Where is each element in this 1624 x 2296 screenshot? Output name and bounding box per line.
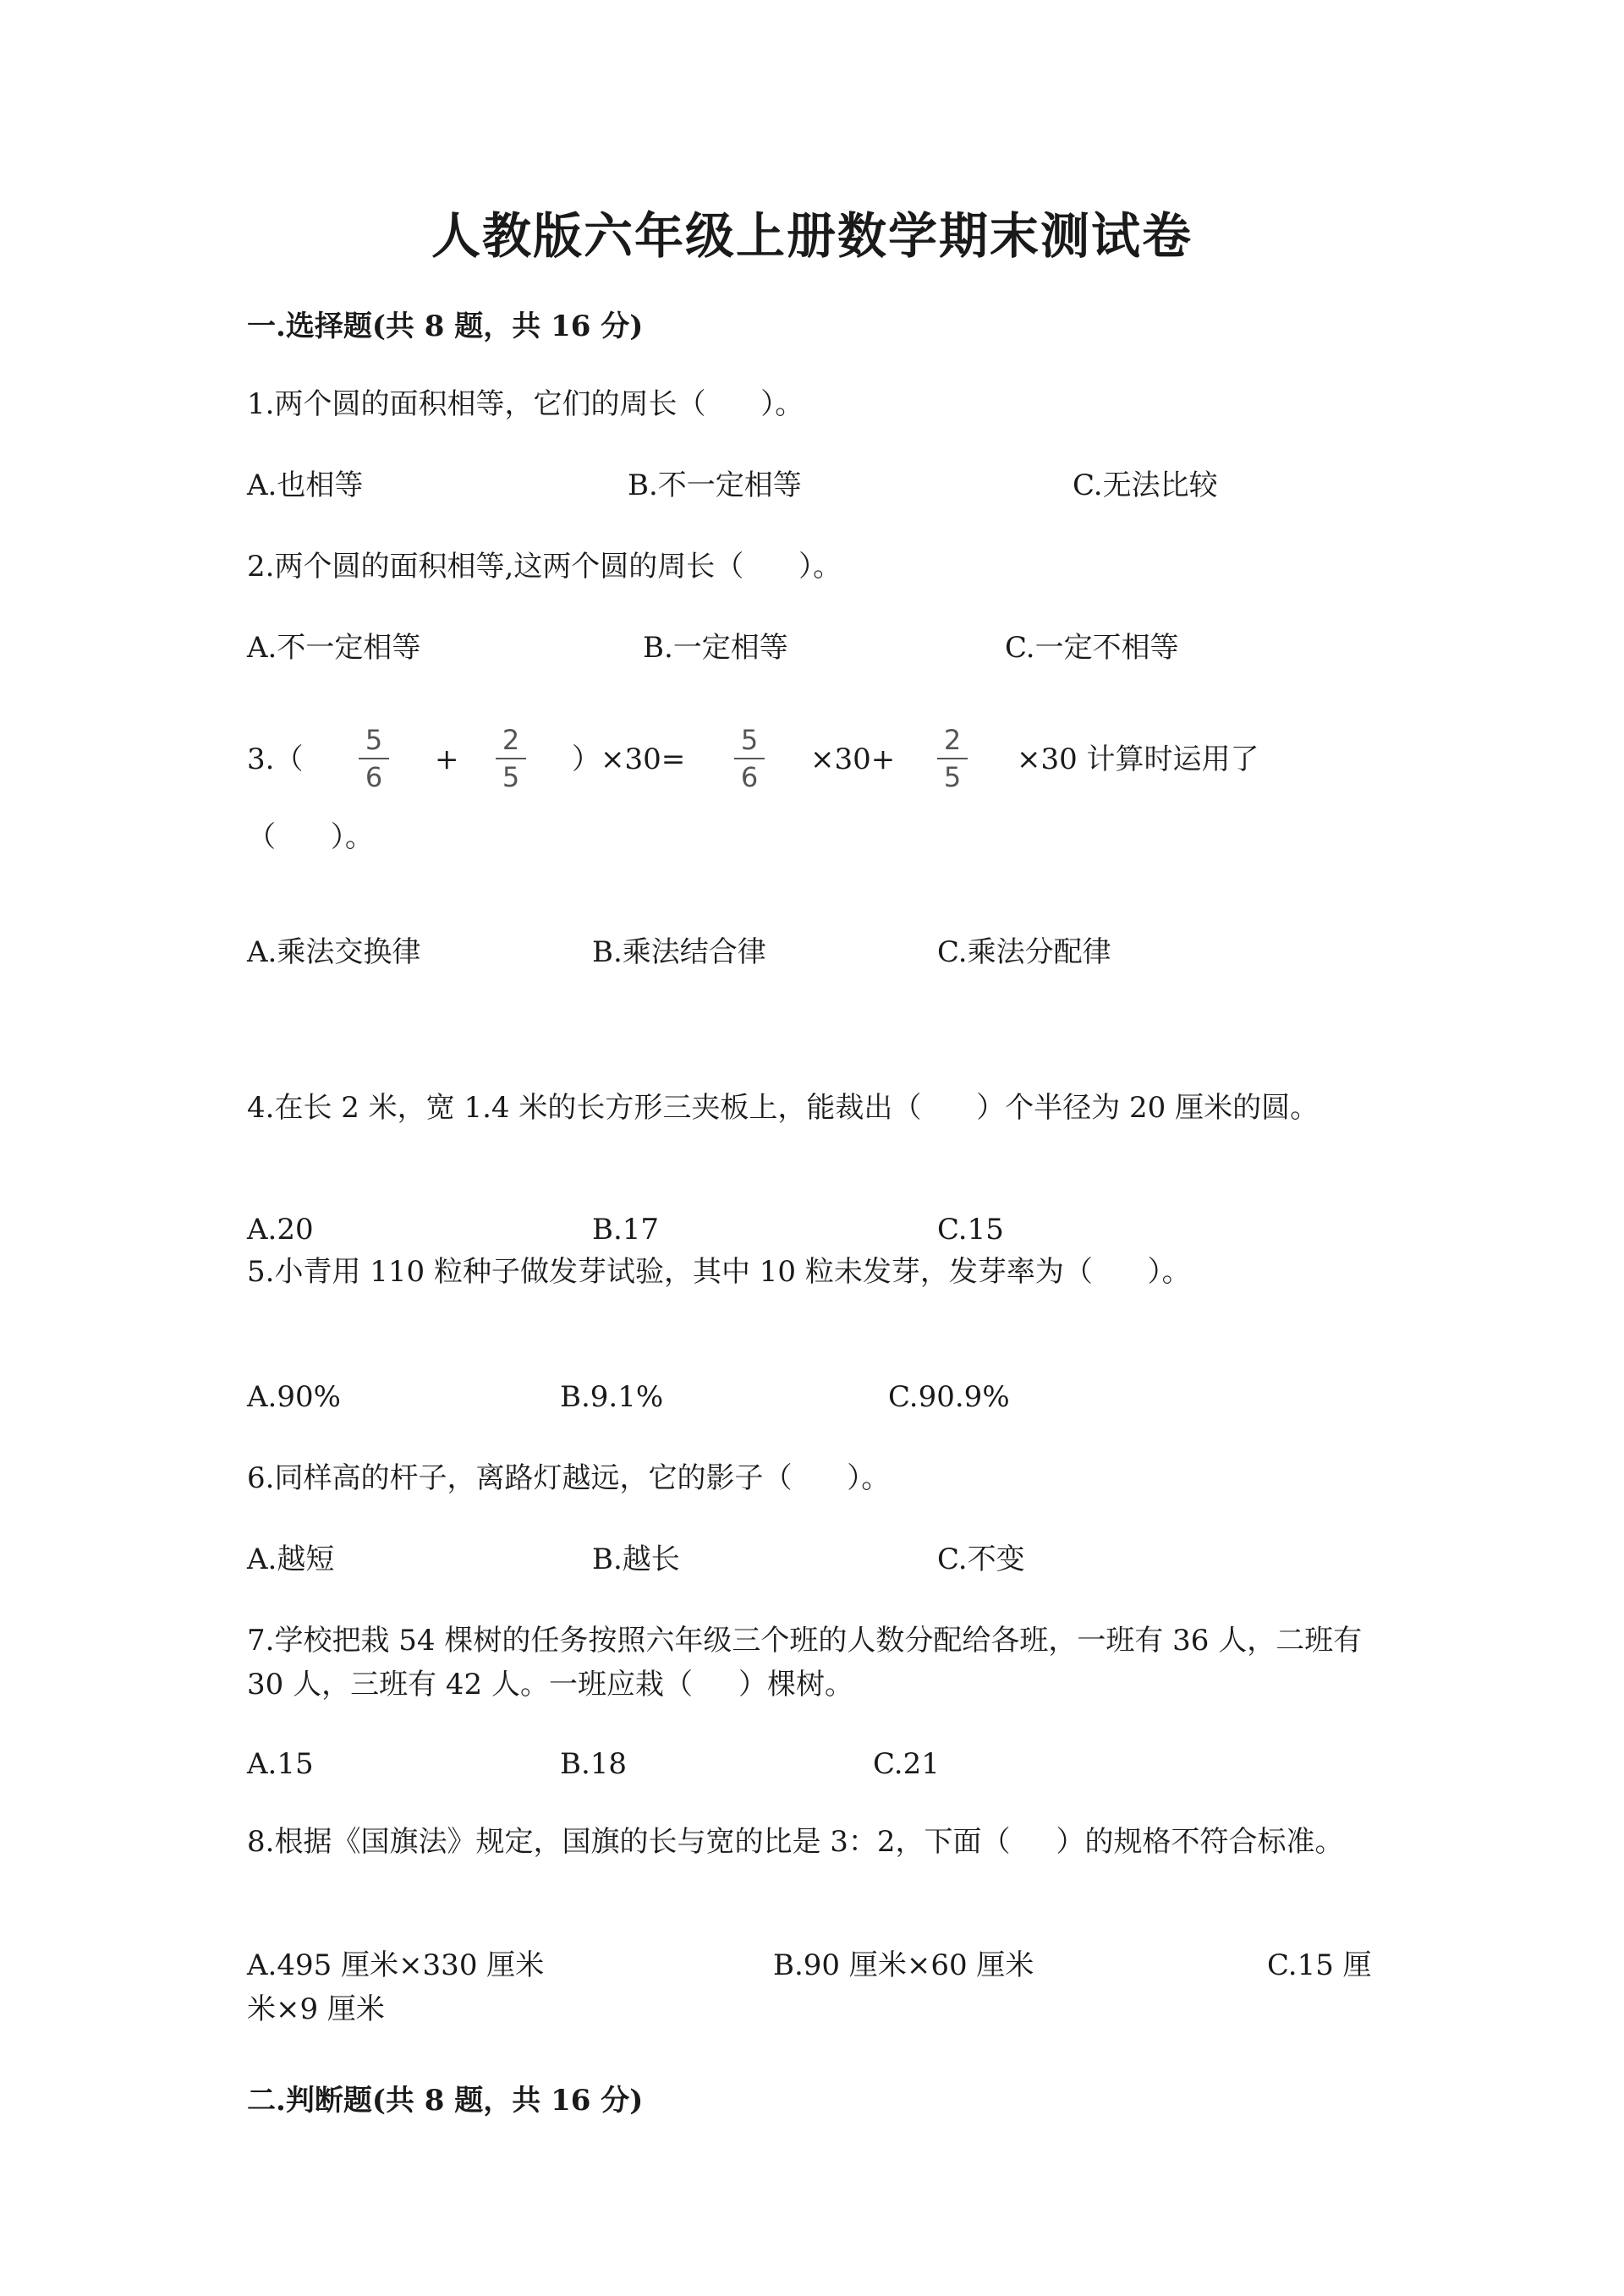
question-3-option-a[interactable]: A.乘法交换律	[247, 935, 421, 969]
question-3-fraction-2	[492, 724, 529, 793]
question-3-part-2: +	[435, 743, 459, 776]
question-3-fraction-4	[934, 724, 971, 793]
question-2-option-b[interactable]: B.一定相等	[643, 631, 788, 665]
question-3-line-2: （ ）。	[247, 820, 374, 854]
question-5-option-c[interactable]: C.90.9%	[888, 1380, 1010, 1414]
question-6-option-a[interactable]: A.越短	[247, 1543, 335, 1576]
question-8-option-c-continued: 米×9 厘米	[247, 1992, 385, 2026]
fraction-numerator: 2	[943, 724, 962, 756]
section-heading-judgment: 二.判断题(共 8 题，共 16 分)	[247, 2084, 644, 2118]
question-2-option-c[interactable]: C.一定不相等	[1005, 631, 1179, 665]
question-5-option-a[interactable]: A.90%	[247, 1380, 341, 1414]
question-1-text: 1.两个圆的面积相等，它们的周长（ ）。	[247, 387, 804, 421]
question-3-part-1: 3.（	[247, 743, 304, 776]
fraction-bar	[734, 758, 765, 759]
question-7-text: 7.学校把栽 54 棵树的任务按照六年级三个班的人数分配给各班，一班有 36 人，二班有 30 人，三班有 42 人。一班应栽（ ）棵树。	[247, 1624, 1372, 1701]
fraction-bar	[937, 758, 968, 759]
question-7-option-b[interactable]: B.18	[560, 1747, 628, 1781]
question-3-part-3: ）×30=	[572, 743, 686, 776]
question-5-option-b[interactable]: B.9.1%	[560, 1380, 664, 1414]
question-4-option-a[interactable]: A.20	[247, 1213, 314, 1247]
question-3-part-4: ×30+	[810, 743, 896, 776]
fraction-numerator: 5	[365, 724, 383, 756]
question-3-fraction-1	[355, 724, 392, 793]
question-6-option-c[interactable]: C.不变	[937, 1543, 1025, 1576]
fraction-denominator: 5	[943, 761, 962, 793]
question-1-option-b[interactable]: B.不一定相等	[628, 469, 802, 502]
question-8-option-a[interactable]: A.495 厘米×330 厘米	[247, 1948, 545, 1982]
question-2-text: 2.两个圆的面积相等,这两个圆的周长（ ）。	[247, 550, 842, 584]
question-6-option-b[interactable]: B.越长	[592, 1543, 680, 1576]
section-heading-choice: 一.选择题(共 8 题，共 16 分)	[247, 310, 644, 343]
question-1-option-a[interactable]: A.也相等	[247, 469, 364, 502]
fraction-denominator: 6	[365, 761, 383, 793]
question-3-part-5: ×30 计算时运用了	[1017, 743, 1259, 776]
fraction-bar	[359, 758, 389, 759]
question-1-option-c[interactable]: C.无法比较	[1073, 469, 1218, 502]
question-8-option-b[interactable]: B.90 厘米×60 厘米	[773, 1948, 1034, 1982]
question-3-option-c[interactable]: C.乘法分配律	[937, 935, 1111, 969]
page-title: 人教版六年级上册数学期末测试卷	[431, 207, 1193, 265]
fraction-denominator: 6	[740, 761, 759, 793]
question-8-option-c[interactable]: C.15 厘	[1267, 1948, 1372, 1982]
question-7-option-c[interactable]: C.21	[873, 1747, 940, 1781]
question-6-text: 6.同样高的杆子，离路灯越远，它的影子（ ）。	[247, 1461, 891, 1495]
question-4-text: 4.在长 2 米，宽 1.4 米的长方形三夹板上，能裁出（ ）个半径为 20 厘米的圆。	[247, 1091, 1320, 1125]
fraction-numerator: 2	[502, 724, 520, 756]
question-7-option-a[interactable]: A.15	[247, 1747, 314, 1781]
question-4-option-c[interactable]: C.15	[937, 1213, 1004, 1247]
fraction-bar	[496, 758, 526, 759]
question-3-option-b[interactable]: B.乘法结合律	[592, 935, 766, 969]
fraction-numerator: 5	[740, 724, 759, 756]
question-4-option-b[interactable]: B.17	[592, 1213, 660, 1247]
question-3-fraction-3	[731, 724, 768, 793]
fraction-denominator: 5	[502, 761, 520, 793]
question-5-text: 5.小青用 110 粒种子做发芽试验，其中 10 粒未发芽，发芽率为（ ）。	[247, 1255, 1191, 1289]
question-8-text: 8.根据《国旗法》规定，国旗的长与宽的比是 3：2，下面（ ）的规格不符合标准。	[247, 1825, 1344, 1859]
question-2-option-a[interactable]: A.不一定相等	[247, 631, 421, 665]
